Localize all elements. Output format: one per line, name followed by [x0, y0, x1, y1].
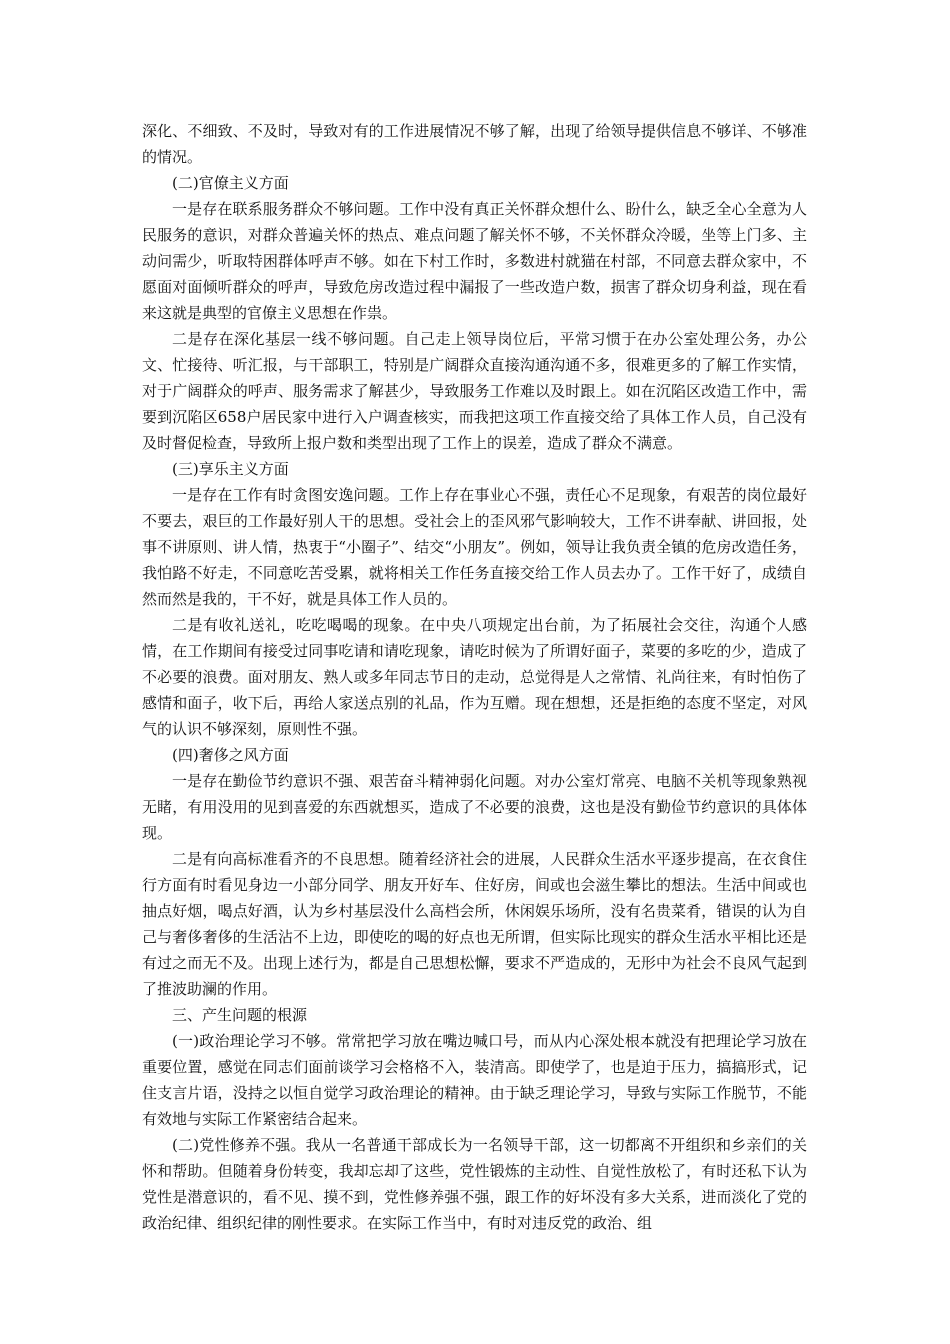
paragraph: 一是存在联系服务群众不够问题。工作中没有真正关怀群众想什么、盼什么，缺乏全心全意为人民服务的意识，对群众普遍关怀的热点、难点问题了解关怀不够，不关怀群众冷暖，坐等上门多、主动问需少，听取特困群体呼声不够。如在下村工作时，多数进村就猫在村部，不同意去群众家中，不愿面对面倾听群众的呼声，导致危房改造过程中漏报了一些改造户数，损害了群众切身利益，现在看来这就是典型的官僚主义思想在作祟。 — [142, 200, 807, 322]
paragraph: 二是有向高标准看齐的不良思想。随着经济社会的进展，人民群众生活水平逐步提高，在衣食住行方面有时看见身边一小部分同学、朋友开好车、住好房，间或也会滋生攀比的想法。生活中间或也抽点好烟，喝点好酒，认为乡村基层没什么高档会所，休闲娱乐场所，没有名贵菜肴，错误的认为自己与奢侈奢侈的生活沾不上边，即使吃的喝的好点也无所谓，但实际比现实的群众生活水平相比还是有过之而无不及。出现上述行为，都是自己思想松懈，要求不严造成的，无形中为社会不良风气起到了推波助澜的作用。 — [142, 850, 807, 998]
paragraph: 二是有收礼送礼，吃吃喝喝的现象。在中央八项规定出台前，为了拓展社会交往，沟通个人感情，在工作期间有接受过同事吃请和请吃现象，请吃时候为了所谓好面子，菜要的多吃的少，造成了不必要的浪费。面对朋友、熟人或多年同志节日的走动，总觉得是人之常情、礼尚往来，有时怕伤了感情和面子，收下后，再给人家送点别的礼品，作为互赠。现在想想，还是拒绝的态度不坚定，对风气的认识不够深刻，原则性不强。 — [142, 616, 807, 738]
section-heading: (二)官僚主义方面 — [172, 174, 289, 192]
paragraph: (二)党性修养不强。我从一名普通干部成长为一名领导干部，这一切都离不开组织和乡亲们的关怀和帮助。但随着身份转变，我却忘却了这些，党性锻炼的主动性、自觉性放松了，有时还私下认为党性是潜意识的，看不见、摸不到，党性修养强不强，跟工作的好坏没有多大关系，进而淡化了党的政治纪律、组织纪律的刚性要求。在实际工作当中，有时对违反党的政治、组 — [142, 1136, 807, 1232]
chapter-heading: 三、产生问题的根源 — [172, 1006, 308, 1024]
section-heading: (四)奢侈之风方面 — [172, 746, 289, 764]
section-heading: (三)享乐主义方面 — [172, 460, 289, 478]
paragraph: 深化、不细致、不及时，导致对有的工作进展情况不够了解，出现了给领导提供信息不够详、不够准的情况。 — [142, 122, 807, 166]
paragraph: 一是存在勤俭节约意识不强、艰苦奋斗精神弱化问题。对办公室灯常亮、电脑不关机等现象熟视无睹，有用没用的见到喜爱的东西就想买，造成了不必要的浪费，这也是没有勤俭节约意识的具体体现。 — [142, 772, 807, 842]
document-page — [142, 118, 807, 1236]
paragraph: 二是存在深化基层一线不够问题。自己走上领导岗位后，平常习惯于在办公室处理公务，办公文、忙接待、听汇报，与干部职工，特别是广阔群众直接沟通沟通不多，很难更多的了解工作实情，对于广阔群众的呼声、服务需求了解甚少，导致服务工作难以及时跟上。如在沉陷区改造工作中，需要到沉陷区658户居民家中进行入户调查核实，而我把这项工作直接交给了具体工作人员，自己没有及时督促检查，导致所上报户数和类型出现了工作上的误差，造成了群众不满意。 — [142, 330, 807, 452]
paragraph: (一)政治理论学习不够。常常把学习放在嘴边喊口号，而从内心深处根本就没有把理论学习放在重要位置，感觉在同志们面前谈学习会格格不入，装清高。即使学了，也是迫于压力，搞搞形式，记住支言片语，没持之以恒自觉学习政治理论的精神。由于缺乏理论学习，导致与实际工作脱节，不能有效地与实际工作紧密结合起来。 — [142, 1032, 807, 1128]
paragraph: 一是存在工作有时贪图安逸问题。工作上存在事业心不强，责任心不足现象，有艰苦的岗位最好不要去，艰巨的工作最好别人干的思想。受社会上的歪风邪气影响较大，工作不讲奉献、讲回报，处事不讲原则、讲人情，热衷于“小圈子”、结交“小朋友”。例如，领导让我负责全镇的危房改造任务，我怕路不好走，不同意吃苦受累，就将相关工作任务直接交给工作人员去办了。工作干好了，成绩自然而然是我的，干不好，就是具体工作人员的。 — [142, 486, 807, 608]
